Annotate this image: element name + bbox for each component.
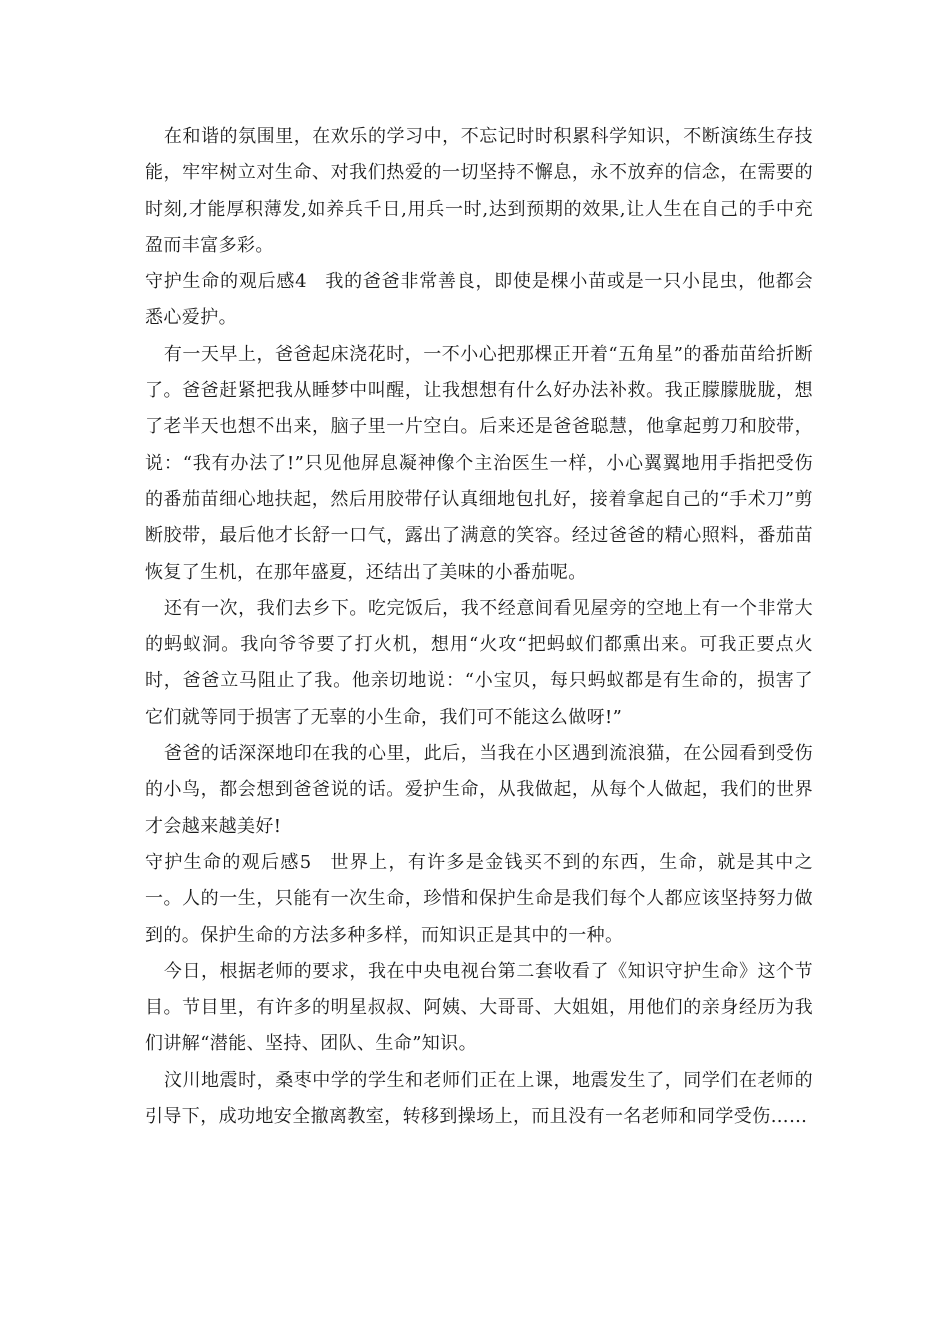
paragraph xyxy=(145,591,813,736)
paragraph-text: 在和谐的氛围里，在欢乐的学习中，不忘记时时积累科学知识，不断演练生存技能，牢牢树立对生命、对我们热爱的一切坚持不懈息，永不放弃的信念，在需要的时刻,才能厚积薄发,如养兵千日,用兵一时,达到预期的效果,让人生在自己的手中充盈而丰富多彩。 xyxy=(145,126,813,256)
paragraph xyxy=(145,1063,813,1136)
section-heading: 守护生命的观后感4 xyxy=(145,271,307,293)
paragraph-text: 世界上，有许多是金钱买不到的东西，生命，就是其中之一。人的一生，只能有一次生命，珍惜和保护生命是我们每个人都应该坚持努力做到的。保护生命的方法多种多样，而知识正是其中的一种。 xyxy=(145,851,813,946)
paragraph xyxy=(145,337,813,591)
paragraph-with-heading xyxy=(145,845,813,954)
paragraph-with-heading xyxy=(145,264,813,337)
paragraph-text: 爸爸的话深深地印在我的心里，此后，当我在小区遇到流浪猫，在公园看到受伤的小鸟，都会想到爸爸说的话。爱护生命，从我做起，从每个人做起，我们的世界才会越来越美好! xyxy=(145,743,813,837)
paragraph xyxy=(145,954,813,1063)
paragraph-text: 我的爸爸非常善良，即使是棵小苗或是一只小昆虫，他都会悉心爱护。 xyxy=(145,271,813,329)
paragraph xyxy=(145,736,813,845)
section-heading: 守护生命的观后感5 xyxy=(145,851,312,873)
paragraph-text: 有一天早上，爸爸起床浇花时，一不小心把那棵正开着“五角星”的番茄苗给折断了。爸爸赶紧把我从睡梦中叫醒，让我想想有什么好办法补救。我正朦朦胧胧，想了老半天也想不出来，脑子里一片空白。后来还是爸爸聪慧，他拿起剪刀和胶带，说：“我有办法了!”只见他屏息凝神像个主治医生一样，小心翼翼地用手指把受伤的番茄苗细心地扶起，然后用胶带仔认真细地包扎好，接着拿起自己的“手术刀”剪断胶带，最后他才长舒一口气，露出了满意的笑容。经过爸爸的精心照料，番茄苗恢复了生机，在那年盛夏，还结出了美味的小番茄呢。 xyxy=(145,343,813,583)
paragraph-text: 今日，根据老师的要求，我在中央电视台第二套收看了《知识守护生命》这个节目。节目里，有许多的明星叔叔、阿姨、大哥哥、大姐姐，用他们的亲身经历为我们讲解“潜能、坚持、团队、生命”知识。 xyxy=(145,960,813,1055)
paragraph-text: 还有一次，我们去乡下。吃完饭后，我不经意间看见屋旁的空地上有一个非常大的蚂蚁洞。我向爷爷要了打火机，想用“火攻“把蚂蚁们都熏出来。可我正要点火时，爸爸立马阻止了我。他亲切地说：“小宝贝，每只蚂蚁都是有生命的，损害了它们就等同于损害了无辜的小生命，我们可不能这么做呀!” xyxy=(145,597,813,728)
document-body xyxy=(145,119,813,1135)
paragraph-text: 汶川地震时，桑枣中学的学生和老师们正在上课，地震发生了，同学们在老师的引导下，成功地安全撤离教室，转移到操场上，而且没有一名老师和同学受伤…… xyxy=(145,1069,813,1128)
paragraph xyxy=(145,119,813,264)
